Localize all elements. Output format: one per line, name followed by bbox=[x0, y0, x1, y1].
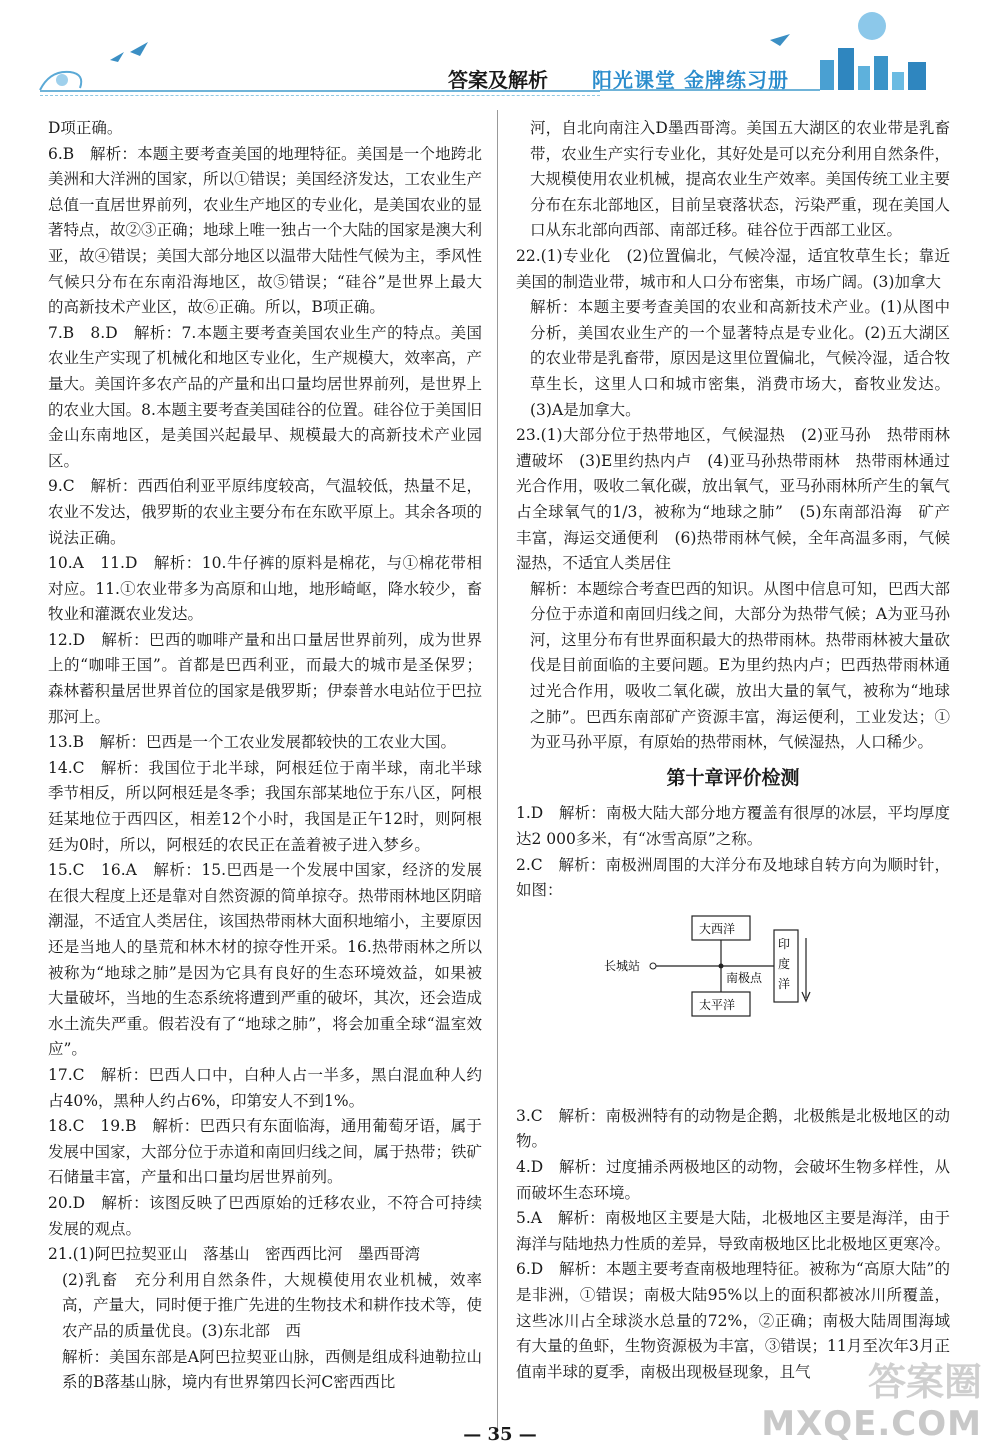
answer-paragraph: 3.C 解析：南极洲特有的动物是企鹅，北极熊是北极地区的动物。 bbox=[516, 1106, 950, 1151]
answer-paragraph: 解析：本题综合考查巴西的知识。从图中信息可知，巴西大部分位于赤道和南回归线之间，大部分为热带气候；A为亚马孙河，这里分布有世界面积最大的热带雨林。热带雨林被大量砍伐是目前面临的主要问题。E为里约热内卢；巴西热带雨林通过光合作用，吸收二氧化碳，放出大量的氧气，被称为“地球之肺”。巴西东南部矿产资源丰富，海运便利，工业发达；①为亚马孙平原，有原始的热带雨林，气候湿热，人口稀少。 bbox=[530, 579, 950, 752]
answer-paragraph: 10.A 11.D 解析：10.牛仔裤的原料是棉花，与①棉花带相对应。11.①农业带多为高原和山地，地形崎岖，降水较少，畜牧业和灌溉农业发达。 bbox=[48, 554, 482, 624]
answer-paragraph: 解析：本题主要考查美国的农业和高新技术产业。(1)从图中分析，美国农业生产的一个显著特点是专业化。(2)五大湖区的农业带是乳畜带，原因是这里位置偏北，气候冷湿，适合牧草生长，这里人口和城市密集，消费市场大，畜牧业发达。(3)A是加拿大。 bbox=[530, 298, 950, 419]
pacific-label: 太平洋 bbox=[699, 997, 736, 1012]
answer-paragraph: 18.C 19.B 解析：巴西只有东面临海，通用葡萄牙语，属于发展中国家，大部分位于赤道和南回归线之间，属于热带；铁矿石储量丰富，产量和出口量均居世界前列。 bbox=[48, 1117, 483, 1187]
answer-paragraph: 14.C 解析：我国位于北半球，阿根廷位于南半球，南北半球季节相反，所以阿根廷是冬季；我国东部某地位于东八区，阿根廷某地位于西四区，相差12个小时，我国是正午12时，则阿根廷为0时，所以，阿根廷的农民正在盖着被子进入梦乡。 bbox=[48, 758, 483, 854]
pole-label: 南极点 bbox=[726, 970, 763, 985]
diagram-svg bbox=[516, 904, 950, 1104]
antarctic-ocean-diagram bbox=[516, 904, 950, 1104]
page-number: — 35 — bbox=[463, 1424, 537, 1445]
answer-paragraph: 解析：美国东部是A阿巴拉契亚山脉，西侧是组成科迪勒拉山系的B落基山脉，境内有世界第四长河C密西西比 bbox=[62, 1347, 482, 1392]
pole-dot bbox=[719, 963, 724, 968]
page-header bbox=[0, 0, 1000, 108]
indian-label-2: 度 bbox=[778, 956, 791, 971]
answer-paragraph: 21.(1)阿巴拉契亚山 落基山 密西西比河 墨西哥湾 bbox=[48, 1245, 421, 1264]
station-dot bbox=[650, 963, 656, 969]
answer-paragraph: 9.C 解析：西西伯利亚平原纬度较高，气温较低，热量不足，农业不发达，俄罗斯的农业主要分布在东欧平原上。其余各项的说法正确。 bbox=[48, 477, 483, 547]
answer-paragraph: 河，自北向南注入D墨西哥湾。美国五大湖区的农业带是乳畜带，农业生产实行专业化，其好处是可以充分利用自然条件，大规模使用农业机械，提高农业生产效率。美国传统工业主要分布在东北部地区，目前呈衰落状态，污染严重，现在美国人口从东北部向西部、南部迁移。硅谷位于西部工业区。 bbox=[530, 119, 950, 240]
column-divider bbox=[497, 110, 498, 1430]
answer-paragraph: 15.C 16.A 解析：15.巴西是一个发展中国家，经济的发展在很大程度上还是靠对自然资源的简单掠夺。热带雨林地区阴暗潮湿，不适宜人类居住，该国热带雨林大面积地缩小，主要原因还是当地人的垦荒和林木材的掠夺性开采。16.热带雨林之所以被称为“地球之肺”是因为它具有良好的生态环境效益，如果被大量破坏，当地的生态系统将遭到严重的破坏，其次，还会造成水土流失严重。假若没有了“地球之肺”，将会加重全球“温室效应”。 bbox=[48, 861, 483, 1059]
answer-paragraph: 5.A 解析：南极地区主要是大陆，北极地区主要是海洋，由于海洋与陆地热力性质的差异，导致南极地区比北极地区更寒冷。 bbox=[516, 1209, 951, 1253]
header-title: 答案及解析 bbox=[448, 68, 548, 92]
station-label: 长城站 bbox=[604, 958, 641, 973]
answer-paragraph: 6.B 解析：本题主要考查美国的地理特征。美国是一个地跨北美洲和大洋洲的国家，所以①错误；美国经济发达，工农业生产总值一直居世界前列，农业生产地区的专业化，是美国农业的显著特点，故②③正确；地球上唯一独占一个大陆的国家是澳大利亚，故④错误；美国大部分地区以温带大陆性气候为主，季风性气候只分布在东南沿海地区，故⑤错误；“硅谷”是世界上最大的高新技术产业区，故⑥正确。所以，B项正确。 bbox=[48, 144, 483, 317]
answer-paragraph: 13.B 解析：巴西是一个工农业发展都较快的工农业大国。 bbox=[48, 733, 457, 752]
answer-paragraph: 17.C 解析：巴西人口中，白种人占一半多，黑白混血种人约占40%，黑种人约占6%，印第安人不到1%。 bbox=[48, 1065, 482, 1110]
answer-paragraph: 22.(1)专业化 (2)位置偏北，气候冷湿，适宜牧草生长；靠近美国的制造业带，城市和人口分布密集，市场广阔。(3)加拿大 bbox=[516, 246, 950, 291]
answer-paragraph: 12.D 解析：巴西的咖啡产量和出口量居世界前列，成为世界上的“咖啡王国”。首都是巴西利亚，而最大的城市是圣保罗；森林蓄积量居世界首位的国家是俄罗斯；伊泰普水电站位于巴拉那河上。 bbox=[48, 630, 483, 726]
answer-paragraph: 23.(1)大部分位于热带地区，气候湿热 (2)亚马孙 热带雨林遭破坏 (3)E里约热内卢 (4)亚马孙热带雨林 热带雨林通过光合作用，吸收二氧化碳，放出氧气，亚马孙雨林所产生的氧气占全球氧气的1/3，被称为“地球之肺” (5)东南部沿海 矿产丰富，海运交通便利 (6)热带雨林气候，全年高温多雨，气候湿热，不适宜人类居住 bbox=[516, 426, 951, 573]
atlantic-label: 大西洋 bbox=[699, 921, 736, 936]
answer-paragraph: 6.D 解析：本题主要考查南极地理特征。被称为“高原大陆”的是非洲，①错误；南极大陆95%以上的面积都被冰川所覆盖，这些冰川占全球淡水总量的72%，②正确；南极大陆周围海域有大量的鱼虾，生物资源极为丰富，③错误；11月至次年3月正值南半球的夏季，南极出现极昼现象，且气 bbox=[516, 1260, 950, 1381]
header-brand: 阳光课堂 金牌练习册 bbox=[592, 68, 789, 92]
answer-paragraph: 7.B 8.D 解析：7.本题主要考查美国农业生产的特点。美国农业生产实现了机械化和地区专业化，生产规模大，效率高，产量大。美国许多农产品的产量和出口量均居世界前列，是世界上的农业大国。8.本题主要考查美国硅谷的位置。硅谷位于美国旧金山东南地区，是美国兴起最早、规模最大的高新技术产业园区。 bbox=[48, 323, 483, 470]
answer-paragraph: 2.C 解析：南极洲周围的大洋分布及地球自转方向为顺时针，如图： bbox=[516, 855, 950, 900]
answer-paragraph: D项正确。 bbox=[48, 119, 123, 137]
section-title: 第十章评价检测 bbox=[666, 766, 800, 789]
answer-paragraph: 1.D 解析：南极大陆大部分地方覆盖有很厚的冰层，平均厚度达2 000多米，有“冰雪高原”之称。 bbox=[516, 804, 950, 849]
watermark-url: MXQE.COM bbox=[761, 1404, 982, 1444]
indian-label-3: 洋 bbox=[778, 976, 791, 991]
right-column bbox=[516, 116, 950, 1385]
left-column bbox=[48, 116, 482, 1396]
answer-paragraph: 4.D 解析：过度捕杀两极地区的动物，会破坏生物多样性，从而破坏生态环境。 bbox=[516, 1158, 950, 1202]
header-dashed-line bbox=[40, 95, 600, 96]
answer-paragraph: 20.D 解析：该图反映了巴西原始的迁移农业，不符合可持续发展的观点。 bbox=[48, 1193, 482, 1238]
indian-label-1: 印 bbox=[778, 936, 791, 951]
watermark-logo: 答案圈 bbox=[867, 1360, 982, 1404]
answer-paragraph: (2)乳畜 充分利用自然条件，大规模使用农业机械，效率高，产量大，同时便于推广先进的生物技术和耕作技术等，使农产品的质量优良。(3)东北部 西 bbox=[62, 1270, 482, 1340]
